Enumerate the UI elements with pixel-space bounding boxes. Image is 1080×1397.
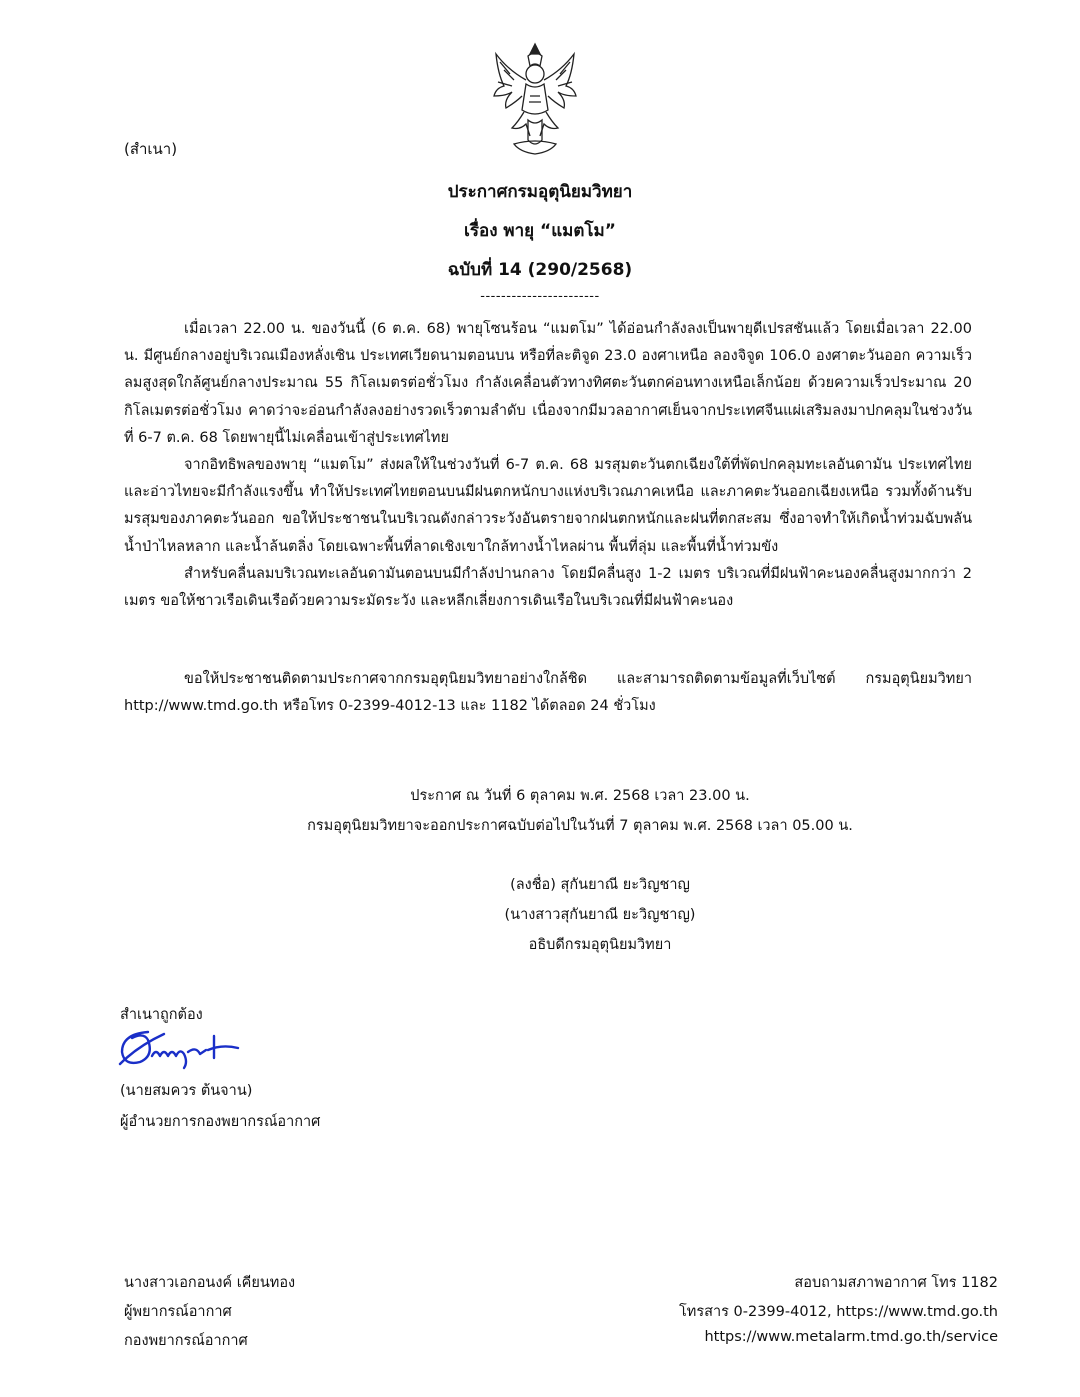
announce-date: ประกาศ ณ วันที่ 6 ตุลาคม พ.ศ. 2568 เวลา 23.00 น. <box>410 788 750 804</box>
paragraph-monsoon-impact: จากอิทธิพลของพายุ “แมตโม” ส่งผลให้ในช่วงวันที่ 6-7 ต.ค. 68 มรสุมตะวันตกเฉียงใต้ที่พัดปกคลุมทะเลอันดามัน ประเทศไทย และอ่าวไทยจะมีกำลังแรงขึ้น ทำให้ประเทศไทยตอนบนมีฝนตกหนักบางแห่งบริเวณภาคเหนือ และภาคตะวันออกเฉียงเหนือ รวมทั้งด้านรับมรสุมของภาคตะวันออก ขอให้ประชาชนในบริเวณดังกล่าวระวังอันตรายจากฝนตกหนักและฝนที่ตกสะสม ซึ่งอาจทำให้เกิดน้ำท่วมฉับพลัน น้ำป่าไหลหลาก และน้ำล้นตลิ่ง โดยเฉพาะพื้นที่ลาดเชิงเขาใกล้ทางน้ำไหลผ่าน พื้นที่ลุ่ม และพื้นที่น้ำท่วมขัง <box>124 457 972 555</box>
signatory-position: อธิบดีกรมอุตุนิยมวิทยา <box>528 937 672 953</box>
forecaster-title: ผู้พยากรณ์อากาศ <box>124 1304 232 1320</box>
copy-label: (สำเนา) <box>124 140 178 158</box>
contact-phone: สอบถามสภาพอากาศ โทร 1182 <box>794 1275 998 1291</box>
contact-paragraph-block <box>124 666 972 720</box>
document-title: ประกาศกรมอุตุนิยมวิทยา <box>447 182 633 202</box>
document-issue-number: ฉบับที่ 14 (290/2568) <box>447 260 633 280</box>
forecaster-name: นางสาวเอกอนงค์ เคียนทอง <box>124 1275 296 1291</box>
contact-service-link[interactable]: https://www.metalarm.tmd.go.th/service <box>704 1329 998 1345</box>
forecaster-division: กองพยากรณ์อากาศ <box>124 1333 248 1349</box>
paragraph-sea-conditions: สำหรับคลื่นลมบริเวณทะเลอันดามันตอนบนมีกำลังปานกลาง โดยมีคลื่นสูง 1-2 เมตร บริเวณที่มีฝนฟ้าคะนองคลื่นสูงมากกว่า 2 เมตร ขอให้ชาวเรือเดินเรือด้วยความระมัดระวัง และหลีกเลี่ยงการเดินเรือในบริเวณที่มีฝนฟ้าคะนอง <box>124 565 972 610</box>
certified-label: สำเนาถูกต้อง <box>120 1007 203 1023</box>
handwritten-signature-icon <box>118 1026 240 1072</box>
paragraph-contact-info: ขอให้ประชาชนติดตามประกาศจากกรมอุตุนิยมวิทยาอย่างใกล้ชิด และสามารถติดตามข้อมูลที่เว็บไซต์ กรมอุตุนิยมวิทยา http://www.tmd.go.th หรือโทร 0-2399-4012-13 และ 1182 ได้ตลอด 24 ชั่วโมง <box>124 671 972 715</box>
contact-fax-website: โทรสาร 0-2399-4012, https://www.tmd.go.th <box>679 1304 998 1320</box>
announcement-body <box>124 316 972 615</box>
certifier-name: (นายสมควร ต้นจาน) <box>120 1083 253 1099</box>
signatory-name: (นางสาวสุกันยาณี ยะวิญชาญ) <box>504 907 696 923</box>
document-subject: เรื่อง พายุ “แมตโม” <box>464 221 616 241</box>
signatory-signed: (ลงชื่อ) สุกันยาณี ยะวิญชาญ <box>510 877 690 893</box>
paragraph-storm-status: เมื่อเวลา 22.00 น. ของวันนี้ (6 ต.ค. 68) พายุโซนร้อน “แมตโม” ได้อ่อนกำลังลงเป็นพายุดีเปรสชันแล้ว โดยเมื่อเวลา 22.00 น. มีศูนย์กลางอยู่บริเวณเมืองหลั่งเซิน ประเทศเวียดนามตอนบน หรือที่ละติจูด 23.0 องศาเหนือ ลองจิจูด 106.0 องศาตะวันออก ความเร็วลมสูงสุดใกล้ศูนย์กลางประมาณ 55 กิโลเมตรต่อชั่วโมง กำลังเคลื่อนตัวทางทิศตะวันตกค่อนทางเหนือเล็กน้อย ด้วยความเร็วประมาณ 20 กิโลเมตรต่อชั่วโมง คาดว่าจะอ่อนกำลังลงอย่างรวดเร็วตามลำดับ เนื่องจากมีมวลอากาศเย็นจากประเทศจีนแผ่เสริมลงมาปกคลุมในช่วงวันที่ 6-7 ต.ค. 68 โดยพายุนี้ไม่เคลื่อนเข้าสู่ประเทศไทย <box>124 321 972 446</box>
next-announce-date: กรมอุตุนิยมวิทยาจะออกประกาศฉบับต่อไปในวันที่ 7 ตุลาคม พ.ศ. 2568 เวลา 05.00 น. <box>307 818 853 834</box>
garuda-emblem-icon <box>490 40 580 158</box>
certifier-position: ผู้อำนวยการกองพยากรณ์อากาศ <box>120 1114 321 1130</box>
title-divider: ----------------------- <box>480 289 600 304</box>
